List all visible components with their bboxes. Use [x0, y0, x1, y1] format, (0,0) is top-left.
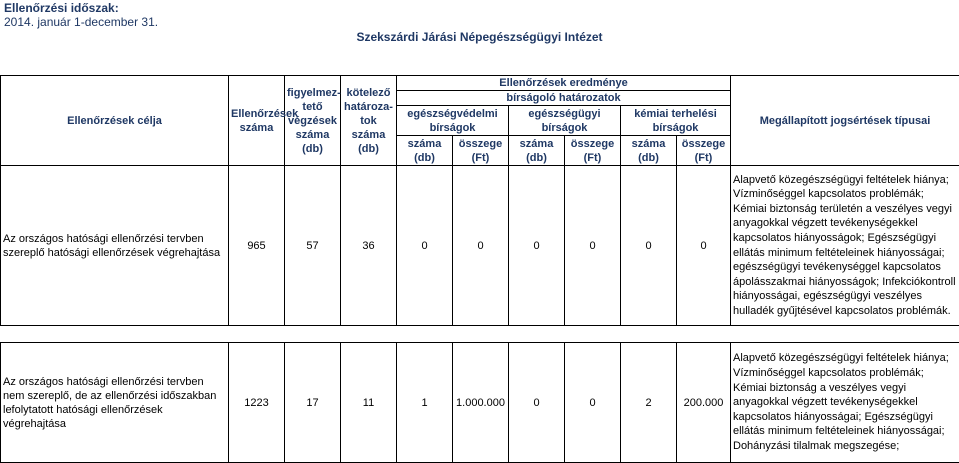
- header-hc-count: száma (db): [509, 136, 565, 166]
- row-ch-count: 2: [621, 343, 677, 463]
- header-health-protection: egészségvédelmi bírságok: [397, 106, 509, 136]
- inspection-table: [0, 75, 959, 463]
- header-healthcare: egészségügyi bírságok: [509, 106, 621, 136]
- row-ch-sum: 200.000: [677, 343, 731, 463]
- header-fines: bírságoló határozatok: [397, 91, 731, 106]
- row-ch-sum: 0: [677, 166, 731, 326]
- header-count: Ellenőrzések száma: [229, 76, 285, 166]
- row-mandatory: 11: [341, 343, 397, 463]
- row-hc-count: 0: [509, 343, 565, 463]
- row-warnings: 17: [285, 343, 341, 463]
- header-ch-count: száma (db): [621, 136, 677, 166]
- row-goal: Az országos hatósági ellenőrzési tervben nem szereplő, de az ellenőrzési időszakban lefolytatott hatósági ellenőrzések végrehajtása: [1, 343, 229, 463]
- header-ch-sum: összege (Ft): [677, 136, 731, 166]
- header-mandatory: kötelező határoza-tok száma (db): [341, 76, 397, 166]
- table-row: [1, 343, 959, 463]
- table-row: [1, 166, 959, 326]
- row-findings: Alapvető közegészségügyi feltételek hiánya; Vízminőséggel kapcsolatos problémák; Kémiai biztonság területén a veszélyes vegyi anyagokkal végzett tevékenységekkel kapcsolatos hiányosságok; Egészségügyi ellátás minimum feltételeinek hiányosságai; egészségügyi tevékenységgel kapcsolatos ápolásszakmai hiányosságok; Infekciókontroll hiányosságai, egészségügyi veszélyes hulladék gyűjtésével kapcsolatos problémák.: [731, 166, 959, 326]
- row-count: 1223: [229, 343, 285, 463]
- row-findings: Alapvető közegészségügyi feltételek hiánya; Vízminőséggel kapcsolatos problémák; Kémiai biztonság a veszélyes vegyi anyagokkal végzett tevékenységekkel kapcsolatos hiányosságai; Egészségügyi ellátás minimum feltételeinek hiányosságai; Dohányzási tilalmak megszegése;: [731, 343, 959, 463]
- row-hp-count: 1: [397, 343, 453, 463]
- row-hc-count: 0: [509, 166, 565, 326]
- header-warnings: figyelmez-tető végzések száma (db): [285, 76, 341, 166]
- header-goal: Ellenőrzések célja: [1, 76, 229, 166]
- row-hp-sum: 0: [453, 166, 509, 326]
- period-value: 2014. január 1-december 31.: [4, 15, 158, 29]
- row-hc-sum: 0: [565, 343, 621, 463]
- header-results: Ellenőrzések eredménye: [397, 76, 731, 91]
- row-ch-count: 0: [621, 166, 677, 326]
- header-hp-count: száma (db): [397, 136, 453, 166]
- header-chemical: kémiai terhelési bírságok: [621, 106, 731, 136]
- row-spacer: [1, 326, 959, 343]
- row-hp-sum: 1.000.000: [453, 343, 509, 463]
- period-label: Ellenőrzési időszak:: [4, 1, 119, 15]
- row-hp-count: 0: [397, 166, 453, 326]
- header-findings: Megállapított jogsértések típusai: [731, 76, 959, 166]
- header-hp-sum: összege (Ft): [453, 136, 509, 166]
- row-hc-sum: 0: [565, 166, 621, 326]
- row-goal: Az országos hatósági ellenőrzési tervben szereplő hatósági ellenőrzések végrehajtása: [1, 166, 229, 326]
- row-warnings: 57: [285, 166, 341, 326]
- header-hc-sum: összege (Ft): [565, 136, 621, 166]
- row-count: 965: [229, 166, 285, 326]
- institution-title: Szekszárdi Járási Népegészségügyi Intézet: [0, 30, 959, 44]
- row-mandatory: 36: [341, 166, 397, 326]
